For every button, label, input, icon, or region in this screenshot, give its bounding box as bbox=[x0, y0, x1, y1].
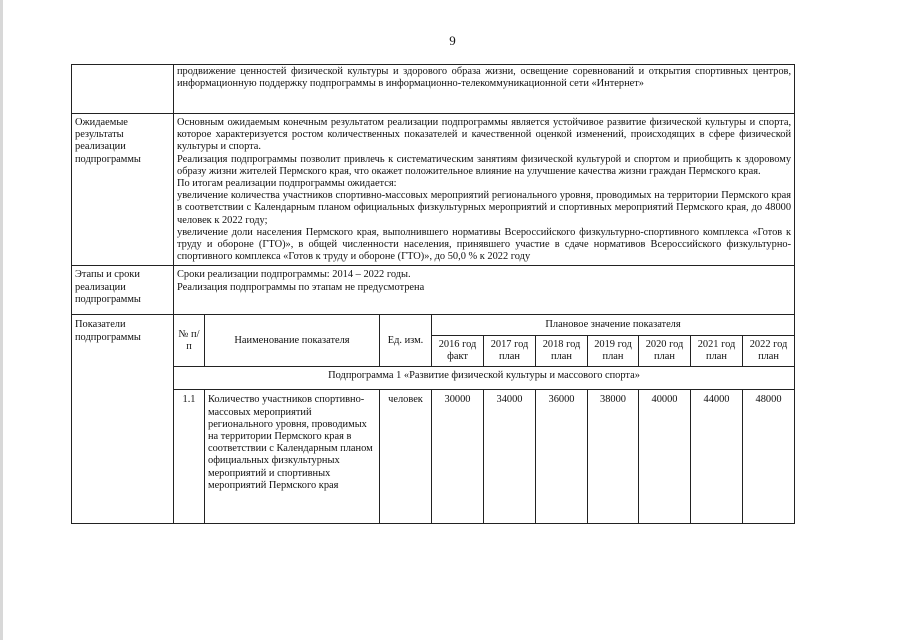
scan-edge bbox=[0, 0, 3, 640]
indicator-value-2022: 48000 bbox=[743, 390, 795, 524]
expected-results-paragraph: Основным ожидаемым конечным результатом реализации подпрограммы является устойчивое развитие физической культуры и спорта, которое характеризуется ростом количественных показателей и качественной оценкой изменений, происходящих в сфере физической культуры и спорта. bbox=[177, 117, 792, 153]
expected-results-paragraph: По итогам реализации подпрограммы ожидается: bbox=[177, 178, 397, 190]
year-label: 2016 год bbox=[438, 339, 477, 351]
year-kind: план bbox=[551, 351, 572, 363]
indicator-unit: человек bbox=[380, 390, 432, 524]
indicators-header-row-1 bbox=[72, 315, 795, 336]
expected-results-paragraph: увеличение доли населения Пермского края, выполнившего нормативы Всероссийского физкультурно-спортивного комплекса «Готов к труду и обороне (ГТО)», в общей численности населения, принявшего участие в сдаче нормативов Всероссийского физкультурно-спортивного комплекса «Готов к труду и обороне (ГТО)», до 50,0 % к 2022 году bbox=[177, 226, 792, 263]
expected-results-label: Ожидаемые результаты реализации подпрограммы bbox=[72, 114, 174, 266]
year-kind: план bbox=[654, 351, 675, 363]
year-kind: план bbox=[499, 351, 520, 363]
stages-label: Этапы и сроки реализации подпрограммы bbox=[72, 266, 174, 315]
header-year-2022 bbox=[743, 336, 795, 367]
indicator-row bbox=[72, 390, 795, 524]
indicator-value-2021: 44000 bbox=[691, 390, 743, 524]
passport-table bbox=[71, 64, 795, 524]
continuation-row bbox=[72, 65, 795, 114]
year-label: 2021 год bbox=[697, 339, 736, 351]
indicator-num: 1.1 bbox=[174, 390, 205, 524]
header-unit: Ед. изм. bbox=[380, 315, 432, 367]
indicator-value-2016: 30000 bbox=[432, 390, 484, 524]
indicator-value-2019: 38000 bbox=[588, 390, 639, 524]
year-label: 2019 год bbox=[594, 339, 632, 351]
header-year-2019 bbox=[588, 336, 639, 367]
expected-results-paragraph: Реализация подпрограммы позволит привлечь к систематическим занятиям физической культурой и спортом и приобщить к здоровому образу жизни жителей Пермского края, что окажет положительное влияние на улучшение качества жизни граждан Пермского края. bbox=[177, 153, 792, 177]
subprogram-title: Подпрограмма 1 «Развитие физической культуры и массового спорта» bbox=[174, 367, 795, 390]
year-label: 2017 год bbox=[490, 339, 529, 351]
header-year-2018 bbox=[536, 336, 588, 367]
year-label: 2022 год bbox=[749, 339, 788, 351]
page-number: 9 bbox=[449, 33, 456, 48]
expected-results-row bbox=[72, 114, 795, 266]
year-label: 2020 год bbox=[645, 339, 684, 351]
stages-line: Сроки реализации подпрограммы: 2014 – 2022 годы. bbox=[177, 269, 411, 281]
continuation-text: продвижение ценностей физической культуры и здорового образа жизни, освещение соревнований и открытия спортивных центров, информационную поддержку подпрограммы в информационно-телекоммуникационной сети «Интернет» bbox=[174, 65, 795, 114]
expected-results-text bbox=[174, 114, 795, 266]
year-kind: план bbox=[706, 351, 727, 363]
expected-results-paragraph: увеличение количества участников спортивно-массовых мероприятий регионального уровня, проводимых на территории Пермского края в соответствии с Календарным планом официальных физкультурных мероприятий и спортивных мероприятий Пермского края, до 48000 человек к 2022 году; bbox=[177, 190, 792, 226]
indicator-value-2018: 36000 bbox=[536, 390, 588, 524]
continuation-label bbox=[72, 65, 174, 114]
header-planned: Плановое значение показателя bbox=[432, 315, 795, 336]
header-year-2021 bbox=[691, 336, 743, 367]
stages-line: Реализация подпрограммы по этапам не предусмотрена bbox=[177, 281, 425, 293]
subprogram-title-row bbox=[72, 367, 795, 390]
header-year-2016 bbox=[432, 336, 484, 367]
indicator-value-2020: 40000 bbox=[639, 390, 691, 524]
stages-row bbox=[72, 266, 795, 315]
indicators-label: Показатели подпрограммы bbox=[72, 315, 174, 524]
header-year-2020 bbox=[639, 336, 691, 367]
indicator-name: Количество участников спортивно-массовых мероприятий регионального уровня, проводимых на территории Пермского края в соответствии с Календарным планом официальных физкультурных мероприятий и спортивных мероприятий Пермского края bbox=[205, 390, 380, 524]
year-kind: факт bbox=[447, 351, 468, 363]
header-name: Наименование показателя bbox=[205, 315, 380, 367]
year-kind: план bbox=[758, 351, 779, 363]
header-num: № п/п bbox=[174, 315, 205, 367]
year-kind: план bbox=[602, 351, 624, 363]
year-label: 2018 год bbox=[542, 339, 581, 351]
header-year-2017 bbox=[484, 336, 536, 367]
stages-text bbox=[174, 266, 795, 315]
indicator-value-2017: 34000 bbox=[484, 390, 536, 524]
